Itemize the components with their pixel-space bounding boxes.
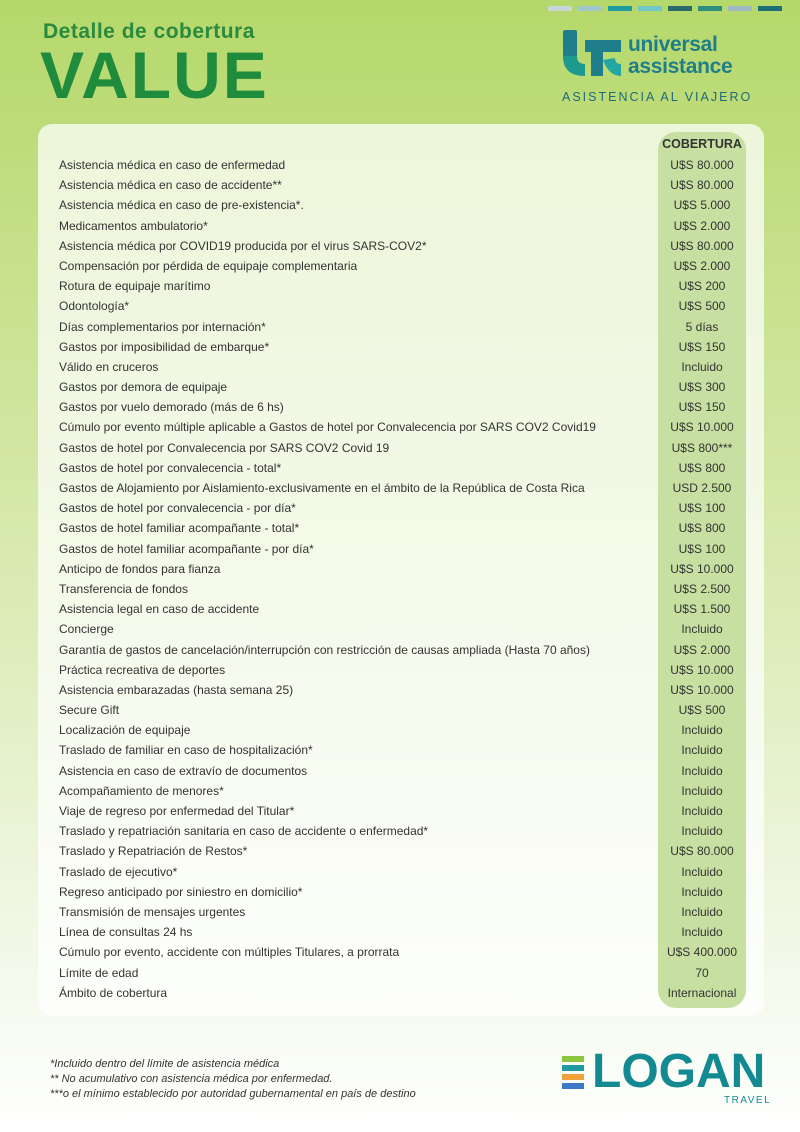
table-row (38, 802, 764, 822)
coverage-label: Asistencia médica en caso de enfermedad (59, 158, 286, 172)
table-row (38, 499, 764, 519)
table-row (38, 277, 764, 297)
coverage-value: U$S 800*** (671, 440, 733, 455)
table-row (38, 257, 764, 277)
table-row (38, 338, 764, 358)
coverage-value: U$S 500 (678, 299, 726, 314)
coverage-label: Traslado y Repatriación de Restos* (59, 844, 248, 859)
coverage-label: Traslado y repatriación sanitaria en caso de accidente o enfermedad* (59, 824, 429, 839)
table-row (38, 418, 764, 438)
coverage-value: U$S 10.000 (670, 682, 734, 697)
table-row (38, 782, 764, 802)
table-row (38, 741, 764, 761)
coverage-label: Gastos por demora de equipaje (59, 380, 228, 395)
table-row (38, 237, 764, 257)
coverage-label: Compensación por pérdida de equipaje complementaria (59, 258, 358, 273)
coverage-value: U$S 200 (678, 279, 726, 294)
table-row (38, 196, 764, 216)
coverage-label: Regreso anticipado por siniestro en domicilio* (59, 884, 303, 899)
coverage-value: U$S 10.000 (670, 662, 734, 677)
logan-bars-icon (562, 1056, 584, 1092)
table-row (38, 580, 764, 600)
coverage-table (38, 124, 764, 1016)
logan-travel-logo (562, 1045, 772, 1110)
coverage-value: 70 (695, 965, 709, 980)
coverage-value: U$S 2.000 (673, 218, 731, 233)
footnotes (50, 1057, 416, 1102)
table-row (38, 641, 764, 661)
coverage-label: Gastos de hotel por convalecencia - total* (59, 460, 282, 475)
coverage-value: Incluido (681, 723, 723, 738)
table-row (38, 217, 764, 237)
coverage-value: U$S 80.000 (670, 238, 734, 253)
coverage-label: Gastos de hotel familiar acompañante - por día* (59, 541, 314, 556)
coverage-value: Incluido (681, 763, 723, 778)
coverage-label: Traslado de ejecutivo* (59, 864, 178, 879)
coverage-label: Transmisión de mensajes urgentes (59, 904, 246, 919)
coverage-value: Incluido (681, 864, 723, 879)
coverage-value: U$S 400.000 (666, 945, 738, 960)
coverage-value: U$S 2.000 (673, 642, 731, 657)
coverage-label: Gastos de hotel por Convalecencia por SARS COV2 Covid 19 (59, 440, 390, 455)
coverage-value: Internacional (667, 985, 737, 1000)
table-row (38, 943, 764, 963)
coverage-value: Incluido (681, 804, 723, 818)
coverage-value: Incluido (681, 359, 723, 374)
table-row (38, 681, 764, 701)
table-row (38, 620, 764, 640)
coverage-label: Gastos de hotel por convalecencia - por día* (59, 501, 296, 516)
table-row (38, 842, 764, 862)
coverage-label: Odontología* (59, 299, 130, 314)
coverage-label: Transferencia de fondos (59, 581, 188, 596)
coverage-label: Práctica recreativa de deportes (59, 662, 226, 677)
coverage-value: Incluido (681, 743, 723, 758)
coverage-value: U$S 80.000 (670, 158, 734, 172)
coverage-label: Cúmulo por evento, accidente con múltiples Titulares, a prorrata (59, 945, 400, 960)
coverage-rows (38, 156, 764, 1004)
coverage-label: Días complementarios por internación* (59, 319, 266, 334)
universal-assistance-logo (560, 28, 760, 108)
table-row (38, 358, 764, 378)
footnote: ** No acumulativo con asistencia médica por enfermedad. (50, 1073, 333, 1085)
coverage-column-header: COBERTURA (662, 137, 742, 151)
table-row (38, 439, 764, 459)
coverage-value: U$S 10.000 (670, 420, 734, 435)
coverage-label: Traslado de familiar en caso de hospitalización* (59, 743, 313, 758)
footnote: *Incluido dentro del límite de asistencia médica (50, 1058, 280, 1070)
coverage-label: Gastos por imposibilidad de embarque* (59, 339, 270, 354)
coverage-label: Garantía de gastos de cancelación/interrupción con restricción de causas ampliada (Hasta 70 años) (59, 642, 590, 657)
coverage-value: U$S 100 (678, 541, 726, 556)
coverage-value: U$S 10.000 (670, 561, 734, 576)
coverage-value: Incluido (681, 904, 723, 919)
coverage-value: Incluido (681, 783, 723, 798)
coverage-label: Gastos de Alojamiento por Aislamiento-exclusivamente en el ámbito de la República de Costa Rica (59, 481, 585, 495)
coverage-label: Asistencia médica por COVID19 producida por el virus SARS-COV2* (59, 238, 427, 253)
table-row (38, 297, 764, 317)
table-row (38, 398, 764, 418)
ua-logo-icon (563, 30, 623, 78)
table-row (38, 984, 764, 1004)
table-row (38, 721, 764, 741)
table-row (38, 176, 764, 196)
table-row (38, 378, 764, 398)
coverage-label: Gastos por vuelo demorado (más de 6 hs) (59, 400, 284, 415)
coverage-label: Gastos de hotel familiar acompañante - total* (59, 521, 300, 536)
logan-subtitle: TRAVEL (724, 1095, 772, 1106)
coverage-label: Rotura de equipaje marítimo (59, 279, 211, 294)
table-row (38, 540, 764, 560)
decorative-color-strip (548, 6, 782, 11)
coverage-value: U$S 5.000 (673, 198, 731, 213)
table-row (38, 762, 764, 782)
coverage-label: Concierge (59, 622, 114, 637)
coverage-value: U$S 800 (678, 460, 726, 475)
brand-name: universal assistance (628, 33, 733, 78)
coverage-label: Asistencia legal en caso de accidente (59, 602, 260, 617)
coverage-value: U$S 1.500 (673, 602, 731, 617)
coverage-label: Ámbito de cobertura (59, 985, 168, 1000)
coverage-value: U$S 800 (678, 521, 726, 536)
coverage-value: U$S 80.000 (670, 178, 734, 193)
table-row (38, 560, 764, 580)
table-row (38, 883, 764, 903)
table-row (38, 964, 764, 984)
coverage-label: Asistencia médica en caso de pre-existencia*. (59, 198, 304, 213)
table-row (38, 479, 764, 499)
coverage-value: U$S 2.000 (673, 258, 731, 273)
coverage-label: Viaje de regreso por enfermedad del Titular* (59, 804, 295, 818)
logan-wordmark: LOGAN (592, 1045, 766, 1098)
coverage-label: Anticipo de fondos para fianza (59, 561, 221, 576)
coverage-value: USD 2.500 (672, 481, 732, 495)
page-title: VALUE (40, 38, 269, 112)
table-row (38, 600, 764, 620)
coverage-label: Asistencia en caso de extravío de documentos (59, 763, 308, 778)
footnote: ***o el mínimo establecido por autoridad gubernamental en país de destino (50, 1088, 416, 1100)
table-row (38, 459, 764, 479)
coverage-value: U$S 150 (678, 339, 726, 354)
coverage-label: Límite de edad (59, 965, 139, 980)
brand-tagline: ASISTENCIA AL VIAJERO (562, 90, 753, 104)
coverage-label: Acompañamiento de menores* (59, 783, 224, 798)
table-row (38, 661, 764, 681)
coverage-value: 5 días (685, 319, 719, 334)
coverage-value: U$S 2.500 (673, 581, 731, 596)
table-row (38, 923, 764, 943)
coverage-value: U$S 80.000 (670, 844, 734, 859)
coverage-label: Línea de consultas 24 hs (59, 925, 193, 940)
coverage-label: Localización de equipaje (59, 723, 191, 738)
table-row (38, 863, 764, 883)
coverage-label: Asistencia médica en caso de accidente** (59, 178, 282, 193)
coverage-value: Incluido (681, 884, 723, 899)
coverage-label: Cúmulo por evento múltiple aplicable a Gastos de hotel por Convalecencia por SARS COV2 Covid19 (59, 420, 596, 435)
table-row (38, 701, 764, 721)
table-row (38, 822, 764, 842)
coverage-value: U$S 500 (678, 703, 726, 718)
coverage-value: U$S 300 (678, 380, 726, 395)
coverage-value: Incluido (681, 622, 723, 637)
coverage-label: Secure Gift (59, 703, 120, 718)
coverage-value: U$S 150 (678, 400, 726, 415)
table-row (38, 519, 764, 539)
coverage-value: Incluido (681, 824, 723, 839)
table-row (38, 318, 764, 338)
coverage-label: Válido en cruceros (59, 359, 159, 374)
page-subtitle: Detalle de cobertura (43, 20, 255, 43)
table-row (38, 156, 764, 176)
table-row (38, 903, 764, 923)
coverage-label: Medicamentos ambulatorio* (59, 218, 208, 233)
coverage-value: Incluido (681, 925, 723, 940)
coverage-value: U$S 100 (678, 501, 726, 516)
coverage-label: Asistencia embarazadas (hasta semana 25) (59, 682, 294, 697)
